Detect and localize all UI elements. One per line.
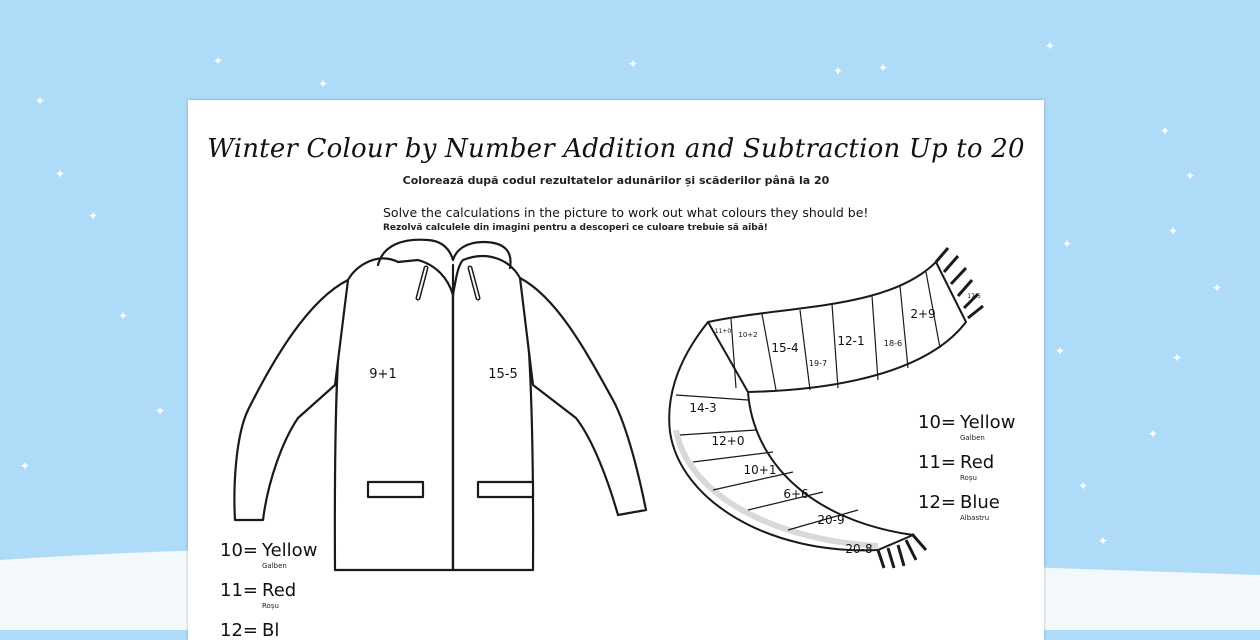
snowflake-icon: ✦ (1160, 124, 1171, 138)
snowflake-icon: ✦ (1078, 479, 1089, 493)
snowflake-icon: ✦ (1148, 427, 1159, 441)
scarf-label: 12-1 (837, 334, 865, 348)
instruction-text: Solve the calculations in the picture to work out what colours they should be! (383, 205, 869, 220)
snowflake-icon: ✦ (318, 77, 329, 91)
snowflake-icon: ✦ (1185, 169, 1196, 183)
key-number: 11= (220, 580, 258, 601)
scarf-label: 17-5 (967, 293, 981, 300)
jacket-left-sleeve (234, 280, 348, 520)
instruction-text-ro: Rezolvă calculele din imagini pentru a descoperi ce culoare trebuie să aibă! (383, 223, 768, 233)
scarf-label: 2+9 (910, 307, 936, 321)
scarf-label: 18-6 (883, 339, 903, 348)
key-colour: Bl (262, 620, 280, 640)
snowflake-icon: ✦ (1172, 351, 1183, 365)
scarf-label: 20-8 (845, 542, 873, 556)
snowflake-icon: ✦ (1055, 344, 1066, 358)
scarf-label: 15-4 (771, 341, 799, 355)
snowflake-icon: ✦ (628, 57, 639, 71)
key-number: 11= (918, 452, 956, 473)
jacket-left-panel (335, 258, 453, 570)
key-colour: Blue (960, 492, 1000, 513)
key-colour-ro: Galben (262, 562, 287, 570)
snowflake-icon: ✦ (118, 309, 129, 323)
snowflake-icon: ✦ (213, 54, 224, 68)
key-number: 12= (918, 492, 956, 513)
worksheet-title: Winter Colour by Number Addition and Subtraction Up to 20 (207, 134, 1025, 164)
scarf-label: 19-7 (808, 359, 828, 368)
key-colour: Red (262, 580, 297, 601)
key-colour: Yellow (262, 540, 318, 561)
snowflake-icon: ✦ (155, 404, 166, 418)
scarf-label: 10+1 (743, 463, 777, 477)
jacket-label: 9+1 (369, 367, 397, 382)
snowflake-icon: ✦ (1062, 237, 1073, 251)
snowflake-icon: ✦ (878, 61, 889, 75)
snowflake-icon: ✦ (1212, 281, 1223, 295)
snowflake-icon: ✦ (1045, 39, 1056, 53)
key-colour-ro: Roșu (960, 474, 977, 482)
snowflake-icon: ✦ (35, 94, 46, 108)
jacket-pocket-left (368, 482, 423, 497)
scarf-label: 20-9 (817, 513, 845, 527)
snowflake-icon: ✦ (20, 459, 31, 473)
jacket-label: 15-5 (488, 367, 518, 382)
jacket-drawing (234, 240, 646, 570)
jacket-right-sleeve (520, 278, 646, 515)
snowflake-icon: ✦ (55, 167, 66, 181)
key-number: 12= (220, 620, 258, 640)
snowflake-icon: ✦ (1098, 534, 1109, 548)
jacket-pocket-right (478, 482, 533, 497)
snowflake-icon: ✦ (88, 209, 99, 223)
worksheet-subtitle: Colorează după codul rezultatelor adunărilor și scăderilor până la 20 (402, 174, 830, 187)
scarf-label: 14-3 (689, 401, 717, 415)
scarf-label: 6+6 (783, 487, 809, 501)
key-number: 10= (918, 412, 956, 433)
key-colour: Red (960, 452, 995, 473)
scarf-label: 12+0 (711, 434, 745, 448)
key-number: 10= (220, 540, 258, 561)
jacket-right-panel (453, 256, 533, 570)
key-colour-ro: Roșu (262, 602, 279, 610)
scarf-label: 10+2 (738, 331, 758, 339)
snowflake-icon: ✦ (1168, 224, 1179, 238)
key-colour-ro: Albastru (960, 514, 990, 522)
worksheet-page (188, 100, 1044, 640)
snowflake-icon: ✦ (833, 64, 844, 78)
key-colour-ro: Galben (960, 434, 985, 442)
scarf-label: 11+0 (714, 328, 732, 335)
key-colour: Yellow (960, 412, 1016, 433)
